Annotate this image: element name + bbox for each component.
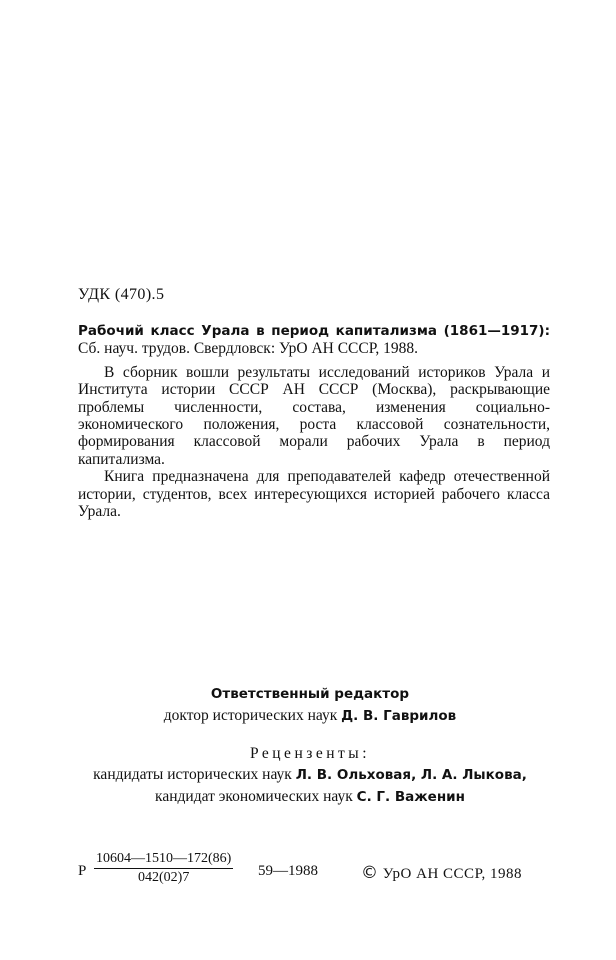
copyright-icon: © bbox=[361, 863, 379, 883]
reviewers-line-2 bbox=[60, 786, 560, 808]
editor-heading: Ответственный редактор bbox=[210, 686, 410, 702]
reviewers-degree-1: кандидаты исторических наук bbox=[93, 766, 292, 783]
editor-line bbox=[60, 705, 560, 727]
reviewers-name-2: С. Г. Важенин bbox=[356, 789, 465, 805]
imprint-numerator: 10604—1510—172(86) bbox=[94, 851, 233, 869]
copyright-notice bbox=[361, 863, 522, 883]
bibliographic-entry bbox=[78, 322, 550, 358]
udk-code: УДК (470).5 bbox=[78, 286, 165, 303]
imprint-block bbox=[78, 848, 558, 908]
publication-details: Сб. науч. трудов. Свердловск: УрО АН СССР, 1988. bbox=[78, 340, 419, 358]
imprint-fraction bbox=[94, 851, 233, 886]
imprint-denominator: 042(02)7 bbox=[138, 870, 190, 885]
annotation-block bbox=[78, 322, 550, 520]
imprint-letter: Р bbox=[78, 863, 87, 879]
reviewers-degree-2: кандидат экономических наук bbox=[155, 788, 353, 805]
reviewers-heading: Рецензенты: bbox=[249, 745, 371, 762]
annotation-paragraph-2: Книга предназначена для преподавателей кафедр отечественной истории, студентов, всех интересующихся историей рабочего класса Урала. bbox=[78, 468, 550, 521]
annotation-paragraph-1: В сборник вошли результаты исследований историков Урала и Института истории СССР АН СССР (Москва), раскрывающие проблемы численности, состава, изменения социально-экономического положения, роста классовой сознательности, формирования классовой морали рабочих Урала в период капитализма. bbox=[78, 363, 550, 468]
reviewers-names-1: Л. В. Ольховая, Л. А. Лыкова, bbox=[295, 767, 527, 783]
editor-block bbox=[60, 683, 560, 727]
reviewers-block bbox=[60, 743, 560, 808]
imprint-code: 59—1988 bbox=[258, 863, 318, 879]
reviewers-line-1 bbox=[60, 764, 560, 786]
copyright-text: УрО АН СССР, 1988 bbox=[382, 866, 523, 882]
editor-degree: доктор исторических наук bbox=[163, 707, 338, 724]
editor-name: Д. В. Гаврилов bbox=[341, 708, 457, 724]
book-title: Рабочий класс Урала в период капитализма (1861—1917): bbox=[78, 323, 550, 339]
